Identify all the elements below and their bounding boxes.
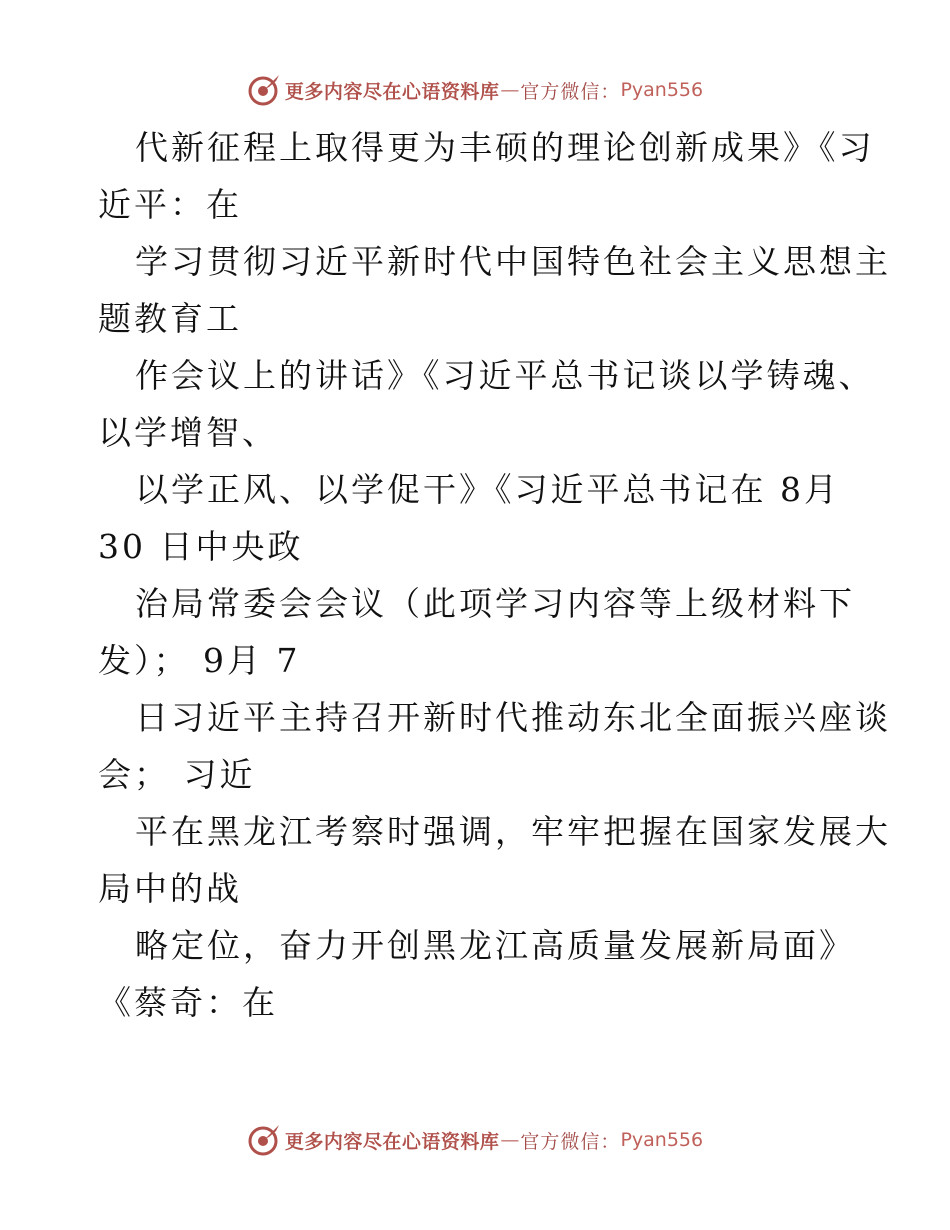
- watermark-dash: —: [500, 1129, 520, 1151]
- text-line: 以学增智、: [98, 413, 278, 452]
- text-line: 代新征程上取得更为丰硕的理论创新成果》《习: [135, 128, 875, 167]
- text-line: 略定位，奋力开创黑龙江高质量发展新局面》: [135, 926, 855, 965]
- watermark-dash: —: [500, 79, 520, 101]
- watermark-title: 更多内容尽在心语资料库: [284, 1130, 500, 1153]
- watermark-wechat-id: Pyan556: [620, 1129, 704, 1151]
- text-line: 局中的战: [98, 869, 242, 908]
- text-line: 题教育工: [98, 299, 242, 338]
- text-line: 作会议上的讲话》《习近平总书记谈以学铸魂、: [135, 356, 875, 395]
- text-line: 以学正风、以学促干》《习近平总书记在 8月: [135, 470, 840, 509]
- text-line: 平在黑龙江考察时强调，牢牢把握在国家发展大: [135, 812, 891, 851]
- text-line: 会； 习近: [98, 755, 256, 794]
- text-line: 治局常委会会议（此项学习内容等上级材料下: [135, 584, 855, 623]
- text-line: 30 日中央政: [98, 527, 304, 566]
- watermark-wechat-id: Pyan556: [620, 79, 704, 101]
- header-watermark: [0, 70, 950, 110]
- text-line: 近平：在: [98, 185, 242, 224]
- footer-watermark: [0, 1120, 950, 1160]
- text-line: 发）； 9月 7: [98, 641, 301, 680]
- watermark-title: 更多内容尽在心语资料库: [284, 80, 500, 103]
- watermark-wechat-label: 官方微信：: [520, 1130, 621, 1153]
- text-line: 《蔡奇：在: [98, 983, 278, 1022]
- text-line: 学习贯彻习近平新时代中国特色社会主义思想主: [135, 242, 891, 281]
- watermark-wechat-label: 官方微信：: [520, 80, 621, 103]
- text-line: 日习近平主持召开新时代推动东北全面振兴座谈: [135, 698, 891, 737]
- quill-logo-icon: [247, 73, 281, 107]
- quill-logo-icon: [247, 1123, 281, 1157]
